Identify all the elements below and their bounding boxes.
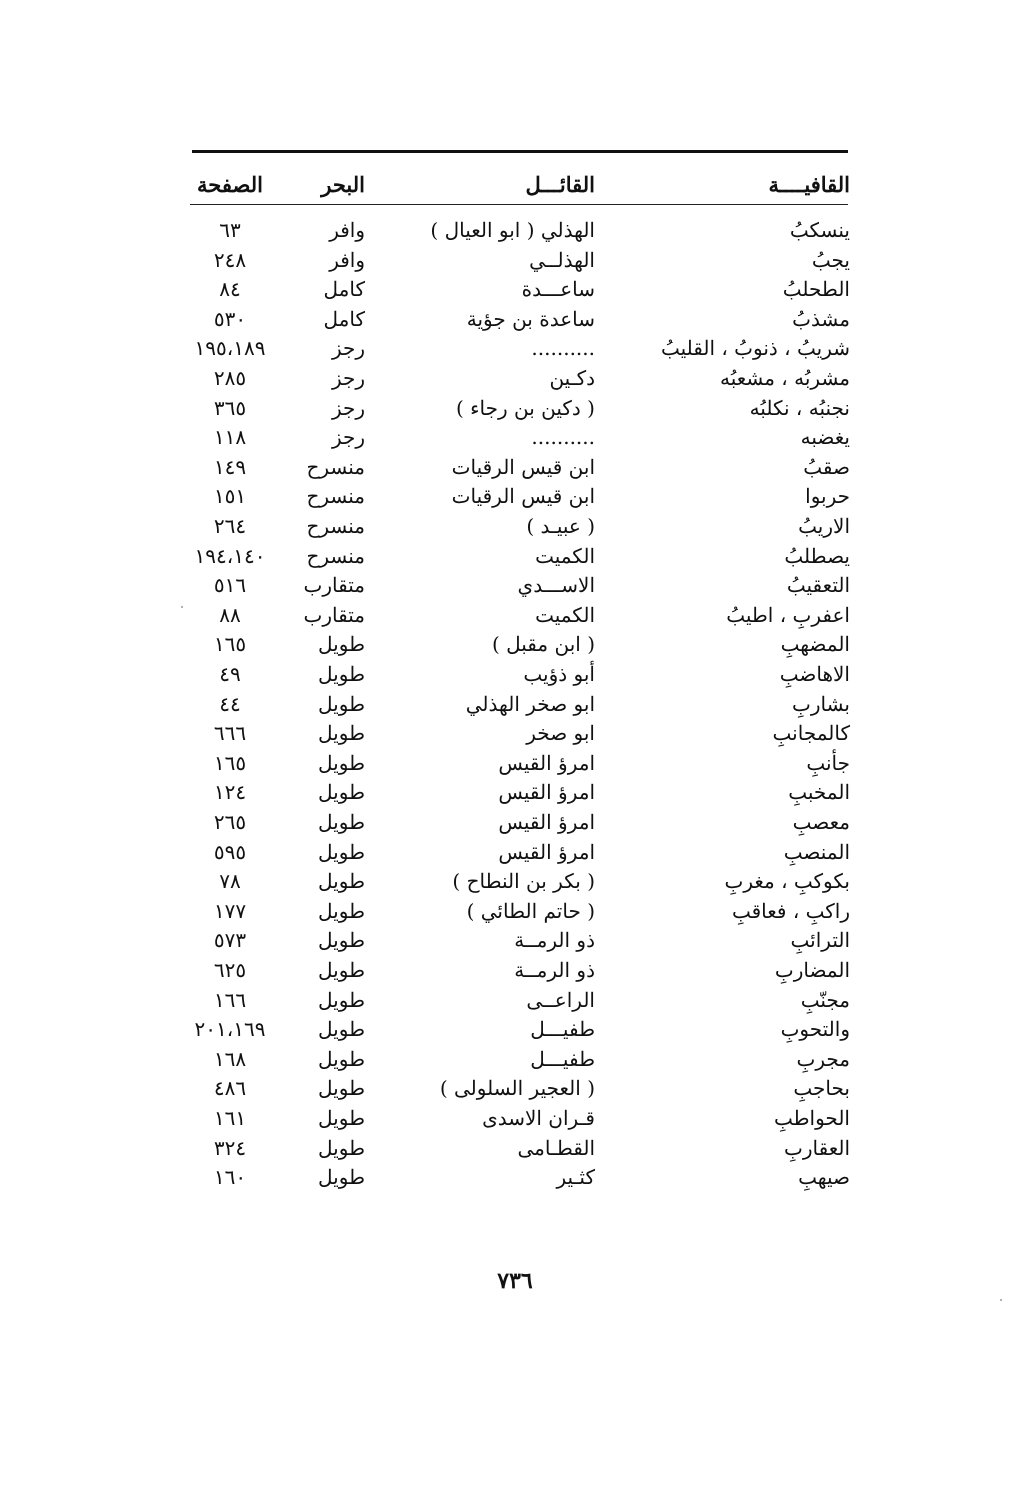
- rhyme-cell: مجربِ: [796, 1046, 850, 1071]
- poet-cell: ساعـــدة: [521, 277, 595, 302]
- page-cell: ٧٨: [219, 869, 241, 894]
- header-rhyme: القافيــــة: [768, 172, 850, 197]
- table-row: [180, 955, 850, 985]
- rhyme-cell: نجنبُه ، نكلبُه: [749, 395, 850, 420]
- table-row: [180, 925, 850, 955]
- table-row: [180, 1133, 850, 1163]
- poet-cell: الراعــى: [526, 987, 595, 1012]
- meter-cell: طويل: [318, 662, 365, 686]
- poet-cell: ابن قيس الرقيات: [451, 484, 595, 509]
- page-cell: ٨٤: [219, 277, 241, 302]
- rhyme-cell: مشذبُ: [792, 306, 850, 331]
- poet-cell: ( دكين بن رجاء ): [455, 395, 595, 420]
- table-row: [180, 837, 850, 867]
- table-row: [180, 570, 850, 600]
- poet-cell: أبو ذؤيب: [523, 662, 595, 686]
- table-row: [180, 1014, 850, 1044]
- page-cell: ٣٦٥: [213, 395, 247, 420]
- table-row: [180, 511, 850, 541]
- page-cell: ١٥١: [213, 484, 247, 509]
- rhyme-cell: حربوا: [805, 484, 850, 509]
- poet-cell: ( حاتم الطائي ): [466, 898, 595, 923]
- top-rule: [192, 150, 848, 153]
- meter-cell: منسرح: [306, 454, 365, 479]
- page-cell: ٤٨٦: [213, 1076, 247, 1101]
- meter-cell: طويل: [318, 869, 365, 894]
- page-cell: ١٦١: [213, 1106, 247, 1130]
- page-cell: ١٩٥،١٨٩: [194, 336, 266, 361]
- table-row: [180, 748, 850, 778]
- rhyme-cell: راكبِ ، فعاقبِ: [731, 898, 850, 923]
- poet-cell: امرؤ القيس: [498, 839, 595, 864]
- poet-cell: ..........: [531, 425, 595, 450]
- rhyme-cell: يصطلبُ: [784, 543, 850, 568]
- poet-cell: طفيـــل: [530, 1046, 595, 1071]
- table-row: [180, 1103, 850, 1133]
- page-cell: ١٦٦: [213, 987, 247, 1012]
- page-cell: ٤٩: [219, 662, 241, 686]
- poet-cell: امرؤ القيس: [498, 750, 595, 775]
- page-cell: ١٦٥: [213, 750, 247, 775]
- poet-cell: ..........: [531, 336, 595, 361]
- scan-speck: [1000, 1299, 1002, 1301]
- page-cell: ٣٢٤: [213, 1135, 247, 1160]
- table-row: [180, 541, 850, 571]
- table-row: [180, 600, 850, 630]
- rhyme-cell: شريبُ ، ذنوبُ ، القليبُ: [660, 336, 850, 361]
- table-row: [180, 896, 850, 926]
- meter-cell: طويل: [318, 750, 365, 775]
- rhyme-cell: معصبِ: [792, 810, 850, 834]
- poet-cell: ابن قيس الرقيات: [451, 454, 595, 479]
- page-cell: ٥٧٣: [213, 928, 247, 953]
- rhyme-cell: العقاربِ: [784, 1135, 850, 1160]
- meter-cell: متقارب: [303, 573, 365, 598]
- table-row: [180, 659, 850, 689]
- meter-cell: طويل: [318, 1017, 365, 1042]
- rhyme-cell: الحواطبِ: [773, 1106, 850, 1130]
- poet-cell: الاســـدي: [517, 573, 595, 598]
- meter-cell: منسرح: [306, 543, 365, 568]
- meter-cell: طويل: [318, 839, 365, 864]
- meter-cell: طويل: [318, 780, 365, 805]
- page-cell: ٢٦٥: [213, 810, 247, 834]
- meter-cell: طويل: [318, 721, 365, 746]
- page-cell: ١٢٤: [213, 780, 247, 805]
- poet-cell: ابو صخر الهذلي: [465, 691, 595, 716]
- table-row: [180, 304, 850, 334]
- table-row: [180, 481, 850, 511]
- page-cell: ١٦٨: [213, 1046, 247, 1071]
- page-cell: ٢٠١،١٦٩: [194, 1017, 266, 1042]
- meter-cell: منسرح: [306, 484, 365, 509]
- meter-cell: طويل: [318, 1046, 365, 1071]
- meter-cell: منسرح: [306, 514, 365, 538]
- table-row: [180, 1044, 850, 1074]
- page-cell: ١٧٧: [213, 898, 247, 923]
- page-cell: ٦٣: [219, 218, 241, 242]
- rhyme-cell: التعقيبُ: [786, 573, 850, 598]
- rhyme-cell: مشربُه ، مشعبُه: [719, 366, 850, 390]
- rhyme-cell: الترائبِ: [790, 928, 850, 953]
- poet-cell: الهذلي ( ابو العيال ): [430, 218, 595, 242]
- meter-cell: رجز: [331, 336, 365, 361]
- poet-cell: الهذلــي: [529, 247, 595, 272]
- meter-cell: وافر: [329, 247, 365, 272]
- poet-cell: ذو الرمــة: [514, 958, 595, 982]
- rhyme-cell: بشاربِ: [792, 691, 850, 716]
- page-cell: ٢٤٨: [213, 247, 247, 272]
- table-row: [180, 718, 850, 748]
- meter-cell: كامل: [323, 277, 365, 302]
- meter-cell: رجز: [331, 395, 365, 420]
- rhyme-cell: جأنبِ: [806, 750, 850, 775]
- meter-cell: طويل: [318, 1135, 365, 1160]
- table-row: [180, 393, 850, 423]
- rhyme-cell: صيهبِ: [798, 1165, 850, 1190]
- poet-cell: الكميت: [535, 543, 595, 568]
- header-meter: البحر: [321, 172, 365, 197]
- rhyme-cell: بحاجبِ: [793, 1076, 850, 1101]
- table-row: [180, 333, 850, 363]
- table-row: [180, 689, 850, 719]
- rhyme-cell: المضهبِ: [780, 632, 850, 657]
- rhyme-cell: والتحوبِ: [780, 1017, 850, 1042]
- poet-cell: امرؤ القيس: [498, 810, 595, 834]
- header-page: الصفحة: [197, 172, 263, 197]
- page-number: ٧٣٦: [497, 1268, 533, 1294]
- header-poet: القائـــل: [525, 172, 595, 197]
- meter-cell: متقارب: [303, 602, 365, 627]
- poet-cell: ( العجير السلولى ): [439, 1076, 595, 1101]
- table-row: [180, 245, 850, 275]
- header-rule: [190, 204, 848, 205]
- rhyme-cell: ينسكبُ: [789, 218, 850, 242]
- meter-cell: طويل: [318, 958, 365, 982]
- rhyme-cell: الاريبُ: [798, 514, 850, 538]
- table-row: [180, 807, 850, 837]
- table-row: [180, 985, 850, 1015]
- rhyme-cell: المنصبِ: [783, 839, 850, 864]
- poet-cell: الكميت: [535, 602, 595, 627]
- page-cell: ٥٣٠: [213, 306, 247, 331]
- poet-cell: امرؤ القيس: [498, 780, 595, 805]
- table-row: [180, 629, 850, 659]
- meter-cell: طويل: [318, 987, 365, 1012]
- rhyme-cell: المضاربِ: [774, 958, 850, 982]
- page-cell: ٨٨: [219, 602, 241, 627]
- rhyme-cell: مجنّبِ: [800, 987, 850, 1012]
- meter-cell: كامل: [323, 306, 365, 331]
- rhyme-cell: يغضبه: [800, 425, 850, 450]
- table-row: [180, 274, 850, 304]
- page-cell: ١٦٥: [213, 632, 247, 657]
- page-cell: ٥٩٥: [213, 839, 247, 864]
- table-header: [180, 170, 850, 200]
- poet-cell: ( ابن مقبل ): [491, 632, 595, 657]
- page-cell: ١٩٤،١٤٠: [194, 543, 266, 568]
- poet-cell: طفيـــل: [530, 1017, 595, 1042]
- poet-cell: ابو صخر: [526, 721, 595, 746]
- table-row: [180, 422, 850, 452]
- poet-cell: ( عبيـد ): [526, 514, 595, 538]
- rhyme-cell: المخببِ: [788, 780, 850, 805]
- page-cell: ٢٦٤: [213, 514, 247, 538]
- meter-cell: رجز: [331, 366, 365, 390]
- page-cell: ٦٢٥: [213, 958, 247, 982]
- page-cell: ٦٦٦: [213, 721, 247, 746]
- rhyme-cell: الاهاضبِ: [779, 662, 850, 686]
- poet-cell: ( بكر بن النطاح ): [452, 869, 595, 894]
- page-cell: ١٤٩: [213, 454, 247, 479]
- page-cell: ٤٤: [219, 691, 241, 716]
- poet-cell: قـران الاسدى: [482, 1106, 595, 1130]
- meter-cell: رجز: [331, 425, 365, 450]
- poet-cell: ذو الرمــة: [514, 928, 595, 953]
- rhyme-cell: الطحلبُ: [782, 277, 850, 302]
- table-row: [180, 363, 850, 393]
- table-row: [180, 866, 850, 896]
- rhyme-cell: بكوكبِ ، مغربِ: [724, 869, 850, 894]
- poet-cell: كثـير: [556, 1165, 595, 1190]
- rhyme-cell: صقبُ: [803, 454, 850, 479]
- table-row: [180, 1162, 850, 1192]
- scan-speck: [181, 606, 183, 608]
- poet-cell: ساعدة بن جؤية: [466, 306, 595, 331]
- meter-cell: طويل: [318, 632, 365, 657]
- poet-cell: دكـين: [549, 366, 595, 390]
- page-cell: ٢٨٥: [213, 366, 247, 390]
- table-row: [180, 215, 850, 245]
- page-cell: ٥١٦: [213, 573, 247, 598]
- page-cell: ١١٨: [213, 425, 247, 450]
- rhyme-cell: اعفربِ ، اطيبُ: [726, 602, 850, 627]
- meter-cell: طويل: [318, 1165, 365, 1190]
- meter-cell: وافر: [329, 218, 365, 242]
- meter-cell: طويل: [318, 1076, 365, 1101]
- meter-cell: طويل: [318, 810, 365, 834]
- table-row: [180, 452, 850, 482]
- meter-cell: طويل: [318, 691, 365, 716]
- poet-cell: القطـامى: [517, 1135, 595, 1160]
- meter-cell: طويل: [318, 928, 365, 953]
- page-cell: ١٦٠: [213, 1165, 247, 1190]
- rhyme-cell: يجبُ: [811, 247, 850, 272]
- table-row: [180, 777, 850, 807]
- table-row: [180, 1073, 850, 1103]
- meter-cell: طويل: [318, 898, 365, 923]
- rhyme-cell: كالمجانبِ: [772, 721, 850, 746]
- meter-cell: طويل: [318, 1106, 365, 1130]
